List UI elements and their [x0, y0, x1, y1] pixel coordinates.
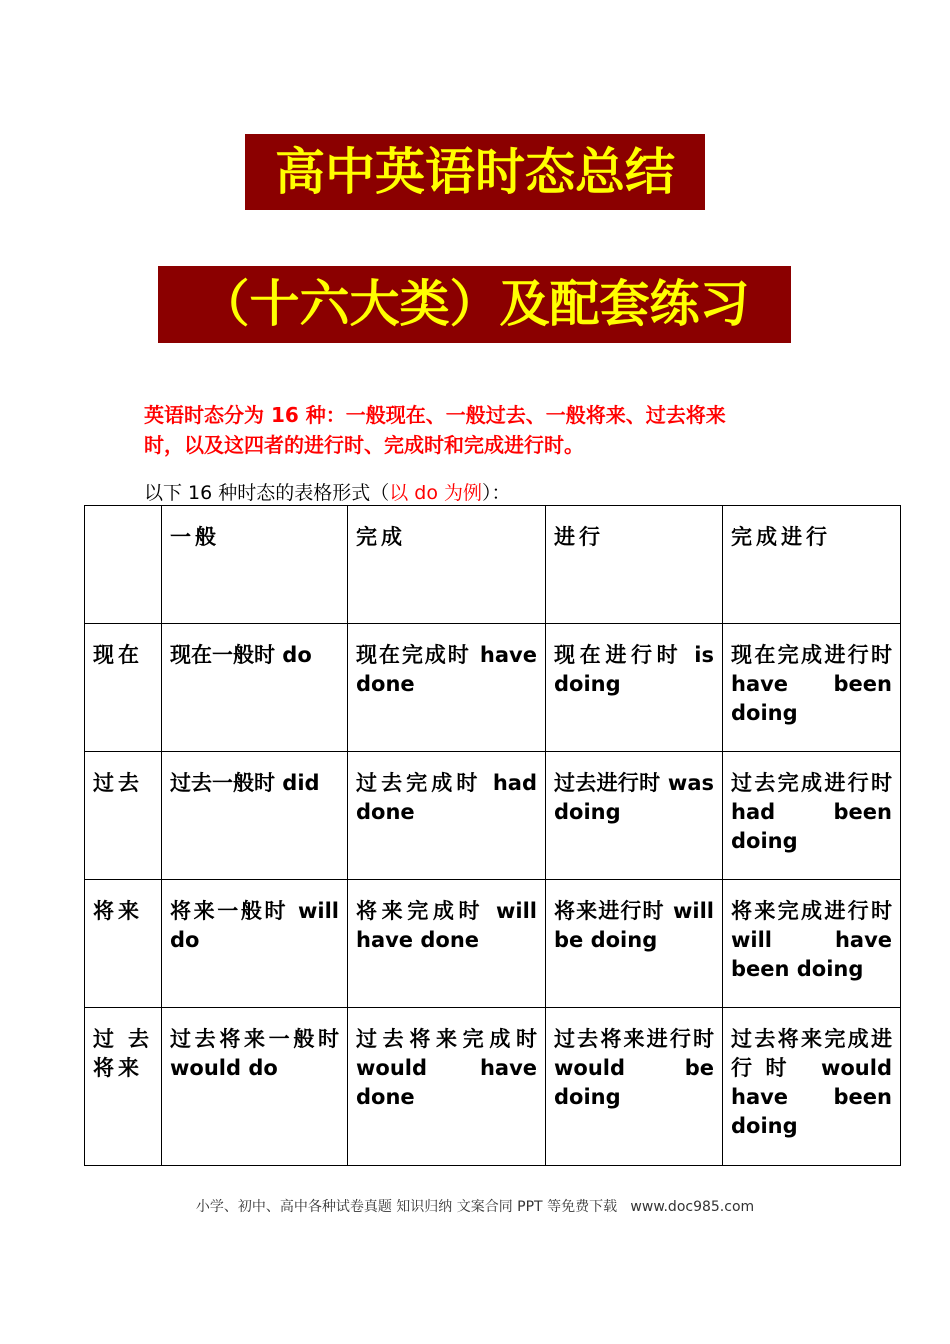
- header-cell-perfect: 完成: [348, 506, 546, 624]
- table-cell: 将来完成进行时 will have been doing: [723, 880, 901, 1008]
- header-cell-perfect-progressive: 完成进行: [723, 506, 901, 624]
- header-cell-simple: 一般: [162, 506, 348, 624]
- row-label-past: 过去: [85, 752, 162, 880]
- header-cell-corner: [85, 506, 162, 624]
- caption-prefix: 以下 16 种时态的表格形式（: [144, 482, 390, 504]
- row-label-present: 现在: [85, 624, 162, 752]
- caption-suffix: ）：: [482, 482, 511, 504]
- table-row: [85, 880, 901, 1008]
- table-cell: 过去完成时 had done: [348, 752, 546, 880]
- page-title: 高中英语时态总结: [245, 134, 705, 210]
- table-row: [85, 1008, 901, 1166]
- caption-highlight: 以 do 为例: [389, 482, 483, 504]
- table-cell: 过去完成进行时 had been doing: [723, 752, 901, 880]
- intro-line-2: 时，以及这四者的进行时、完成时和完成进行时。: [144, 433, 584, 457]
- table-cell: 过去将来完成进行时 would have been doing: [723, 1008, 901, 1166]
- table-cell: 过去将来完成时 would have done: [348, 1008, 546, 1166]
- table-cell: 将来进行时 will be doing: [546, 880, 723, 1008]
- table-cell: 现在完成时 have done: [348, 624, 546, 752]
- table-header-row: [85, 506, 901, 624]
- table-cell: 过去将来一般时 would do: [162, 1008, 348, 1166]
- table-cell: 将来一般时 will do: [162, 880, 348, 1008]
- table-row: [85, 752, 901, 880]
- intro-paragraph: [144, 400, 824, 460]
- table-cell: 现在进行时 is doing: [546, 624, 723, 752]
- table-cell: 现在一般时 do: [162, 624, 348, 752]
- row-label-past-future: 过去将来: [85, 1008, 162, 1166]
- tense-table: [84, 505, 901, 1166]
- table-cell: 过去进行时 was doing: [546, 752, 723, 880]
- header-cell-progressive: 进行: [546, 506, 723, 624]
- intro-line-1: 英语时态分为 16 种：一般现在、一般过去、一般将来、过去将来: [144, 403, 726, 427]
- table-caption: [144, 480, 511, 506]
- page-footer: 小学、初中、高中各种试卷真题 知识归纳 文案合同 PPT 等免费下载 www.doc985.com: [195, 1199, 755, 1215]
- table-cell: 过去一般时 did: [162, 752, 348, 880]
- row-label-future: 将来: [85, 880, 162, 1008]
- table-row: [85, 624, 901, 752]
- table-cell: 现在完成进行时 have been doing: [723, 624, 901, 752]
- table-cell: 将来完成时 will have done: [348, 880, 546, 1008]
- page-subtitle: （十六大类）及配套练习: [158, 266, 791, 343]
- table-cell: 过去将来进行时 would be doing: [546, 1008, 723, 1166]
